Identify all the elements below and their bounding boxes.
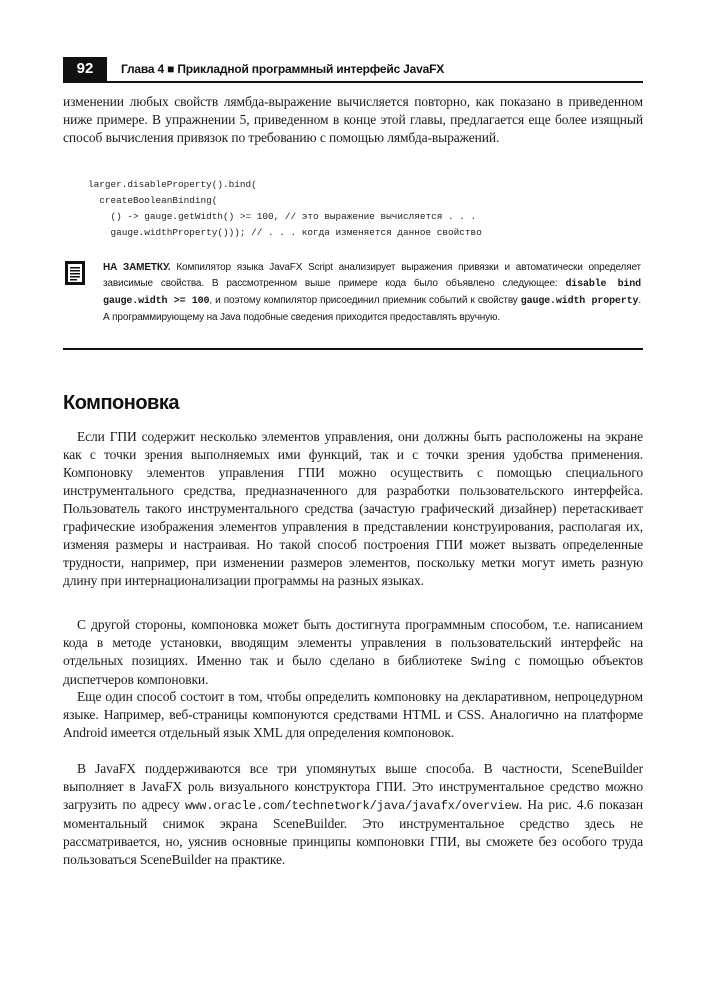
inline-code: Swing bbox=[470, 655, 507, 669]
paragraph-text: С другой стороны, компоновка может быть достигнута программным способом, т.е. написанием кода в методе установки, вводящим элементы управления в пользовательский интерфейс на отдельных позициях. Именно так и было сделано в библиотеке bbox=[63, 617, 643, 668]
code-block: larger.disableProperty().bind( createBooleanBinding( () -> gauge.getWidth() >= 100, // это выражение вычисляется . . . gauge.widthProperty())); // . . . когда изменяется данное свойство bbox=[88, 179, 482, 238]
section-paragraph-3 bbox=[63, 688, 643, 742]
section-title: Компоновка bbox=[63, 392, 179, 414]
note-code: disable bind gauge.width >= 100 bbox=[103, 279, 641, 307]
section-paragraph-4 bbox=[63, 760, 643, 869]
note-text-part: , и поэтому компилятор присоединил приемник событий к свойству bbox=[209, 295, 521, 306]
paragraph-text: . На рис. 4.6 показан моментальный снимок экрана SceneBuilder. Это инструментальное средство здесь не рассматривается, но, уяснив основные принципы компоновки ГПИ, вы сможете без особого труда пользоваться SceneBuilder на практике. bbox=[63, 797, 644, 867]
running-header bbox=[63, 57, 643, 83]
note-lead: НА ЗАМЕТКУ. bbox=[103, 262, 171, 273]
note-text-part: Компилятор языка JavaFX Script анализирует выражения привязки и автоматически определяет зависимые свойства. В рассмотренном выше примере кода было объявлено следующее: bbox=[103, 262, 641, 289]
inline-url: www.oracle.com/technetwork/java/javafx/overview bbox=[184, 799, 519, 813]
paragraph-text: Если ГПИ содержит несколько элементов управления, они должны быть расположены на экране как с точки зрения выполняемых ими функций, так и с точки зрения удобства применения. Компоновку элементов управления ГПИ можно осуществить с помощью специального инструментального средства, предназначенного для разработки пользовательского интерфейса. Пользователь такого инструментального средства (зачастую графический дизайнер) перетаскивает графические изображения элементов управления в представлении конструирования, располагая их, изменяя размеры и настраивая. Но такой способ построения ГПИ может вызвать определенные трудности, например, при изменении размеров элементов, поскольку метки могут иметь разную длину при интернационализации программы на разных языках. bbox=[63, 429, 643, 588]
page-number: 92 bbox=[63, 57, 107, 81]
paragraph-text: В JavaFX поддерживаются все три упомянутых выше способа. В частности, SceneBuilder выполняет в JavaFX роль визуального конструктора ГПИ. Это инструментальное средство можно загрузить по адресу bbox=[63, 761, 643, 812]
note-text-part: . А программирующему на Java подобные сведения приходится предоставлять вручную. bbox=[103, 295, 641, 323]
note-code: gauge.width property bbox=[520, 296, 639, 307]
running-title: Глава 4 ■ Прикладной программный интерфейс JavaFX bbox=[121, 62, 445, 76]
intro-paragraph: изменении любых свойств лямбда-выражение вычисляется повторно, как показано в приведенном ниже примере. В упражнении 5, приведенном в конце этой главы, предлагается еще более изящный способ вычисления привязок по требованию с помощью лямбда-выражений. bbox=[63, 94, 643, 145]
section-paragraph-2 bbox=[63, 616, 643, 689]
note-icon bbox=[65, 261, 85, 285]
note-box bbox=[63, 258, 643, 350]
paragraph-text: Еще один способ состоит в том, чтобы определить компоновку на декларативном, непроцедурном языке. Например, веб-страницы компонуются средствами HTML и CSS. Аналогично на платформе Android имеется отдельный язык XML для определения компоновок. bbox=[63, 689, 643, 740]
paragraph-text: с помощью объектов диспетчеров компоновки. bbox=[63, 653, 643, 687]
section-paragraph-1 bbox=[63, 428, 643, 590]
note-text bbox=[103, 260, 641, 326]
